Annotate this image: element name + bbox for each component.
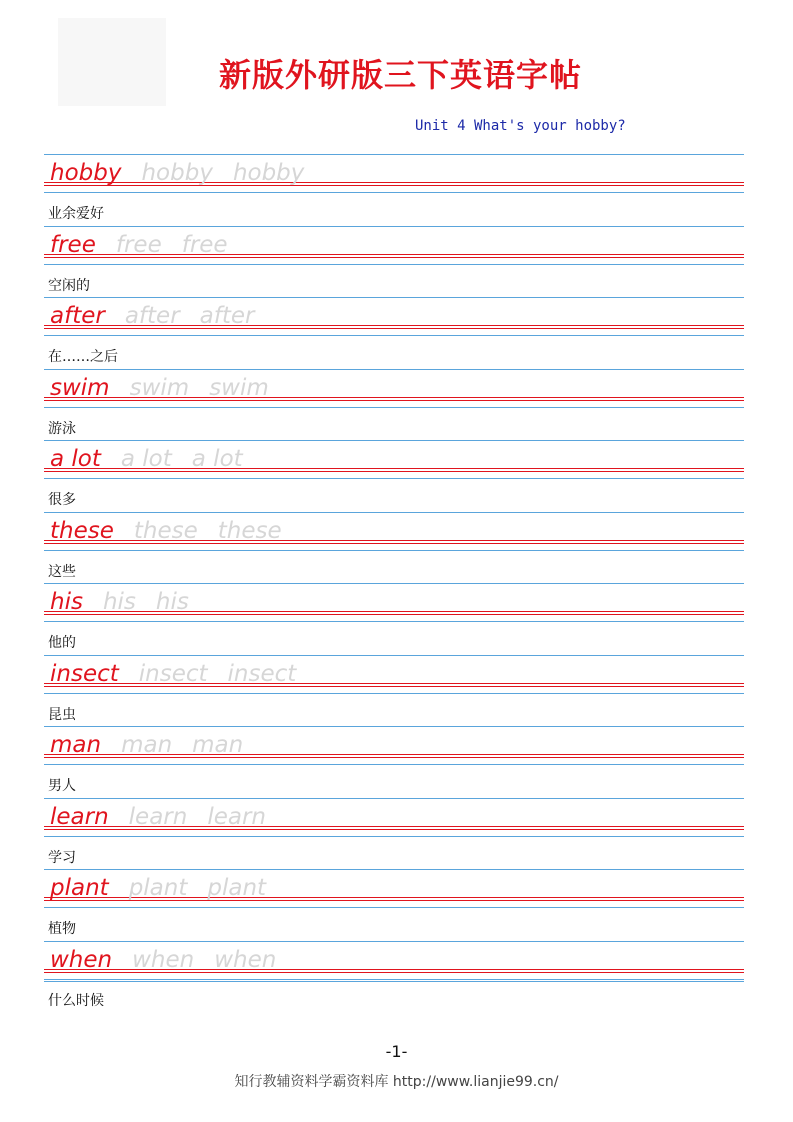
word-trace: these: [217, 517, 282, 544]
word-entry: [44, 297, 744, 369]
word-model: these: [50, 517, 114, 544]
word-entry: [44, 369, 744, 441]
word-trace: after: [124, 303, 180, 329]
practice-word: [50, 874, 266, 902]
word-trace: insect: [138, 660, 208, 687]
word-meaning: 业余爱好: [48, 206, 104, 222]
word-meaning: 他的: [48, 635, 76, 651]
page-title-text: 新版外研版三下英语字帖: [218, 56, 582, 94]
page-number: -1-: [385, 1042, 408, 1061]
word-entry: [44, 440, 744, 512]
word-trace: plant: [128, 875, 188, 901]
practice-word: [50, 803, 266, 831]
word-trace: his: [102, 589, 136, 615]
blue-guide-line: [44, 798, 744, 799]
practice-word: [50, 588, 189, 616]
practice-word: [50, 517, 282, 545]
practice-word: [50, 731, 243, 759]
word-entry: [44, 154, 744, 226]
word-trace: learn: [207, 803, 267, 830]
blue-guide-line: [44, 226, 744, 227]
word-meaning: 什么时候: [48, 992, 104, 1009]
practice-word: [50, 302, 254, 330]
word-trace: swim: [209, 374, 269, 401]
word-entry: [44, 869, 744, 941]
word-meaning: 空闲的: [48, 277, 90, 294]
blue-guide-line: [44, 440, 744, 441]
blue-guide-line: [44, 907, 744, 908]
word-model: a lot: [50, 446, 101, 472]
blue-guide-line: [44, 297, 744, 298]
blue-guide-line: [44, 335, 744, 336]
word-model: when: [50, 946, 113, 973]
word-trace: insect: [227, 660, 297, 687]
blue-guide-line: [44, 407, 744, 408]
word-trace: free: [181, 231, 228, 258]
practice-word: [50, 946, 276, 974]
word-trace: man: [121, 732, 173, 758]
unit-title: Unit 4 What's your hobby?: [415, 118, 626, 134]
word-entry: [44, 798, 744, 870]
blue-guide-line: [44, 693, 744, 694]
word-trace: his: [155, 589, 189, 615]
blue-guide-line: [44, 583, 744, 584]
word-trace: hobby: [232, 160, 305, 186]
word-meaning: 这些: [48, 563, 76, 580]
word-trace: learn: [128, 803, 188, 830]
word-model: man: [50, 732, 102, 758]
word-meaning: 学习: [48, 849, 76, 866]
word-meaning: 植物: [48, 921, 76, 937]
practice-word: [50, 374, 269, 402]
word-trace: when: [132, 946, 195, 973]
practice-word: [50, 445, 243, 473]
word-model: free: [50, 231, 96, 258]
blue-guide-line: [44, 154, 744, 155]
blue-guide-line: [44, 264, 744, 265]
blue-guide-line: [44, 979, 744, 980]
word-meaning: 昆虫: [48, 706, 76, 723]
page-title: [0, 50, 793, 96]
word-trace: after: [199, 303, 255, 329]
word-model: plant: [50, 875, 109, 901]
word-trace: hobby: [141, 160, 213, 186]
blue-guide-line: [44, 764, 744, 765]
word-model: after: [50, 303, 105, 329]
word-model: hobby: [50, 160, 122, 186]
practice-word: [50, 231, 228, 259]
word-trace: plant: [207, 875, 267, 901]
blue-guide-line: [44, 192, 744, 193]
closing-guide-line: [44, 981, 744, 982]
blue-guide-line: [44, 512, 744, 513]
word-model: insect: [50, 660, 119, 687]
word-meaning: 游泳: [48, 420, 76, 437]
blue-guide-line: [44, 550, 744, 551]
practice-word: [50, 660, 296, 688]
word-model: his: [50, 589, 83, 615]
practice-word: [50, 159, 304, 187]
word-entry: [44, 583, 744, 655]
word-entry: [44, 655, 744, 727]
word-trace: man: [192, 732, 244, 758]
word-model: swim: [50, 374, 110, 401]
word-entry: [44, 512, 744, 584]
word-trace: these: [133, 517, 198, 544]
word-trace: swim: [129, 374, 190, 401]
blue-guide-line: [44, 726, 744, 727]
word-meaning: 很多: [48, 492, 76, 508]
blue-guide-line: [44, 621, 744, 622]
word-trace: a lot: [191, 446, 243, 472]
word-trace: free: [115, 231, 162, 258]
blue-guide-line: [44, 941, 744, 942]
blue-guide-line: [44, 478, 744, 479]
blue-guide-line: [44, 836, 744, 837]
copybook-sheet: [44, 154, 744, 1012]
word-trace: when: [214, 946, 277, 973]
word-meaning: 男人: [48, 778, 76, 794]
word-model: learn: [50, 803, 109, 830]
word-trace: a lot: [120, 446, 172, 472]
word-entry: [44, 726, 744, 798]
blue-guide-line: [44, 655, 744, 656]
blue-guide-line: [44, 369, 744, 370]
word-meaning: 在……之后: [48, 349, 118, 365]
word-entry: [44, 941, 744, 1013]
footer-source: 知行教辅资料学霸资料库 http://www.lianjie99.cn/: [234, 1074, 559, 1090]
blue-guide-line: [44, 869, 744, 870]
word-entry: [44, 226, 744, 298]
